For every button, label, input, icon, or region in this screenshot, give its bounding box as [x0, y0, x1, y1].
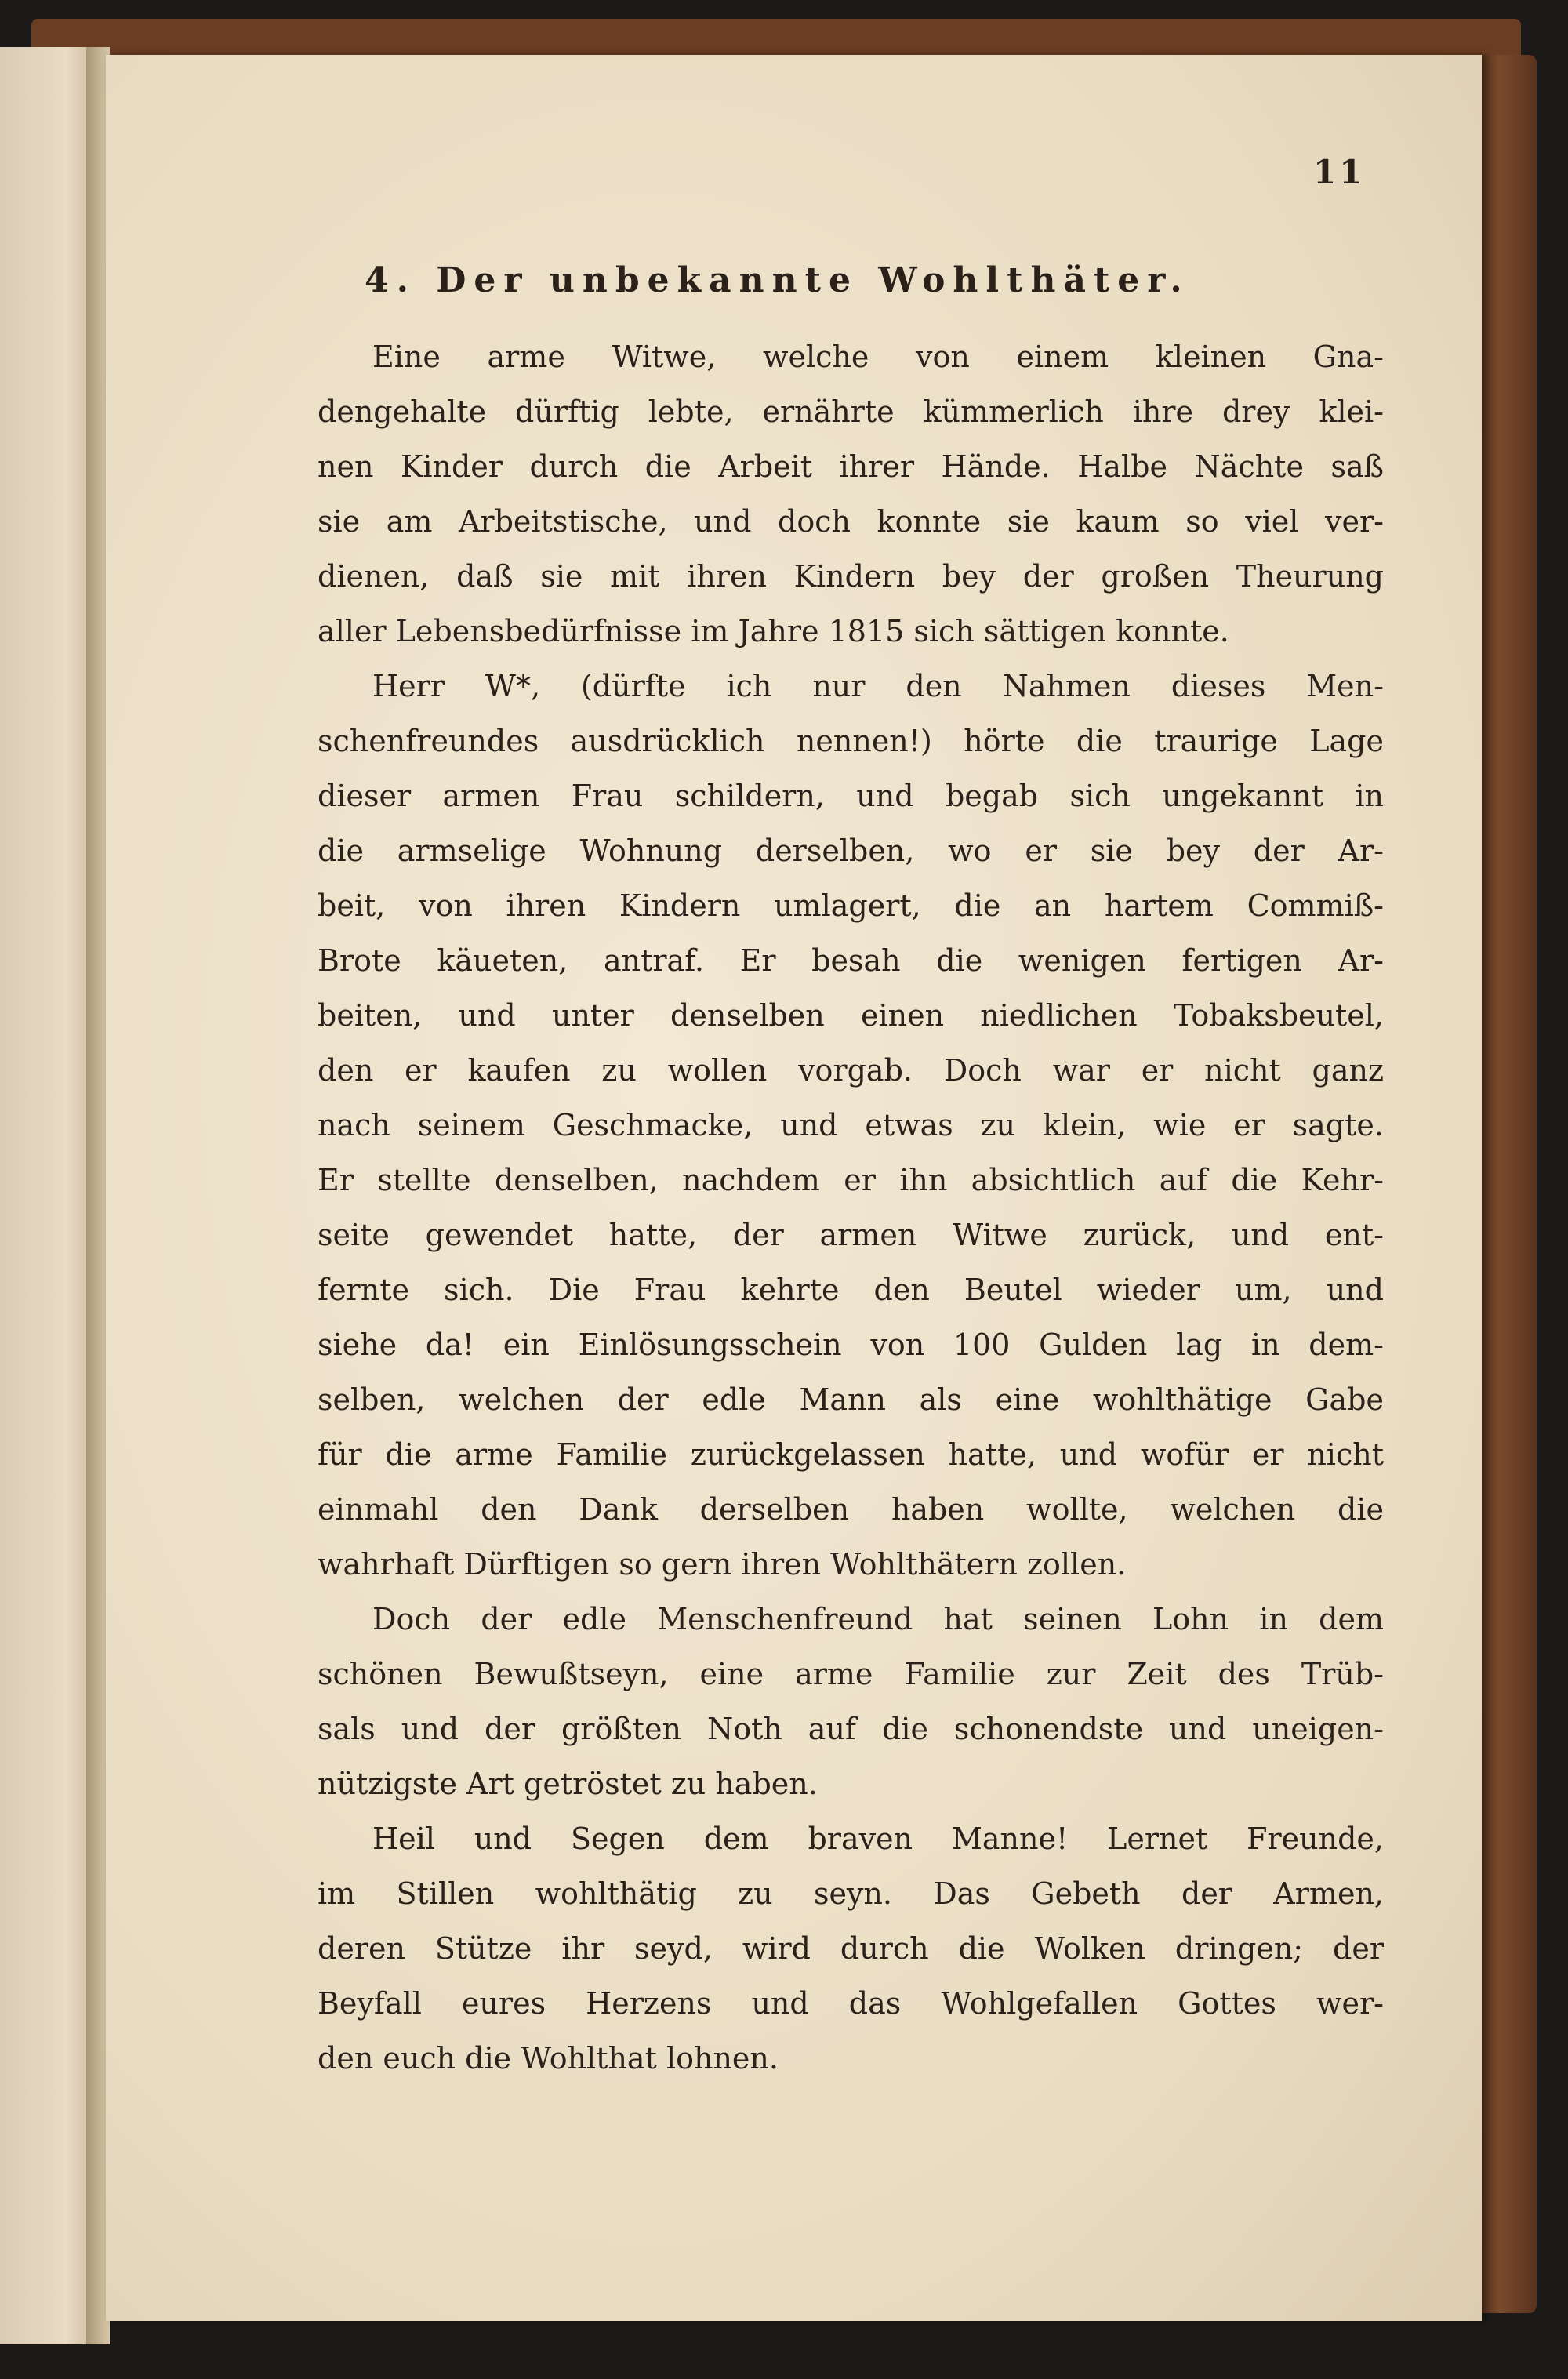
text-line: wahrhaft Dürftigen so gern ihren Wohlthätern zollen.	[318, 1547, 1127, 1582]
text-line: dengehalte dürftig lebte, ernährte kümmerlich ihre drey klei-	[318, 394, 1384, 429]
body-text	[318, 329, 1384, 2086]
text-line: Er stellte denselben, nachdem er ihn absichtlich auf die Kehr-	[318, 1163, 1384, 1197]
book-cover-right-edge	[1474, 55, 1537, 2313]
text-line: für die arme Familie zurückgelassen hatte, und wofür er nicht	[318, 1437, 1384, 1472]
text-line: Herr W*, (dürfte ich nur den Nahmen dieses Men-	[372, 669, 1384, 703]
facing-page-edge	[0, 47, 94, 2344]
text-line: nen Kinder durch die Arbeit ihrer Hände. Halbe Nächte saß	[318, 449, 1384, 484]
text-line: siehe da! ein Einlösungsschein von 100 Gulden lag in dem-	[318, 1328, 1384, 1362]
text-line: deren Stütze ihr seyd, wird durch die Wolken dringen; der	[318, 1931, 1384, 1966]
paragraph	[318, 1811, 1384, 2086]
text-line: nützigste Art getröstet zu haben.	[318, 1767, 818, 1801]
text-line: sie am Arbeitstische, und doch konnte sie kaum so viel ver-	[318, 504, 1384, 539]
paragraph	[318, 1592, 1384, 1811]
text-line: aller Lebensbedürfnisse im Jahre 1815 sich sättigen konnte.	[318, 614, 1229, 648]
text-line: Brote käueten, antraf. Er besah die wenigen fertigen Ar-	[318, 943, 1384, 978]
chapter-title: 4. Der unbekannte Wohlthäter.	[365, 260, 1190, 300]
text-line: Doch der edle Menschenfreund hat seinen Lohn in dem	[372, 1602, 1384, 1636]
text-line: selben, welchen der edle Mann als eine wohlthätige Gabe	[318, 1382, 1384, 1417]
paragraph	[318, 329, 1384, 659]
text-line: Heil und Segen dem braven Manne! Lernet Freunde,	[372, 1821, 1384, 1856]
text-line: Beyfall eures Herzens und das Wohlgefallen Gottes wer-	[318, 1986, 1384, 2021]
text-line: einmahl den Dank derselben haben wollte, welchen die	[318, 1492, 1384, 1527]
text-line: den er kaufen zu wollen vorgab. Doch war er nicht ganz	[318, 1053, 1384, 1088]
page-number: 11	[1313, 153, 1366, 191]
book-page	[106, 55, 1482, 2321]
text-line: dienen, daß sie mit ihren Kindern bey der großen Theurung	[318, 559, 1384, 594]
text-line: schönen Bewußtseyn, eine arme Familie zur Zeit des Trüb-	[318, 1657, 1384, 1691]
text-line: im Stillen wohlthätig zu seyn. Das Gebeth der Armen,	[318, 1876, 1384, 1911]
text-line: fernte sich. Die Frau kehrte den Beutel wieder um, und	[318, 1273, 1384, 1307]
text-line: nach seinem Geschmacke, und etwas zu klein, wie er sagte.	[318, 1108, 1384, 1142]
text-line: sals und der größten Noth auf die schonendste und uneigen-	[318, 1712, 1384, 1746]
text-line: beiten, und unter denselben einen niedlichen Tobaksbeutel,	[318, 998, 1384, 1033]
text-line: Eine arme Witwe, welche von einem kleinen Gna-	[372, 340, 1384, 374]
text-line: schenfreundes ausdrücklich nennen!) hörte die traurige Lage	[318, 724, 1384, 758]
text-line: die armselige Wohnung derselben, wo er sie bey der Ar-	[318, 834, 1384, 868]
text-line: seite gewendet hatte, der armen Witwe zurück, und ent-	[318, 1218, 1384, 1252]
paragraph	[318, 659, 1384, 1592]
text-line: den euch die Wohlthat lohnen.	[318, 2041, 779, 2076]
text-line: beit, von ihren Kindern umlagert, die an hartem Commiß-	[318, 888, 1384, 923]
text-line: dieser armen Frau schildern, und begab sich ungekannt in	[318, 779, 1384, 813]
